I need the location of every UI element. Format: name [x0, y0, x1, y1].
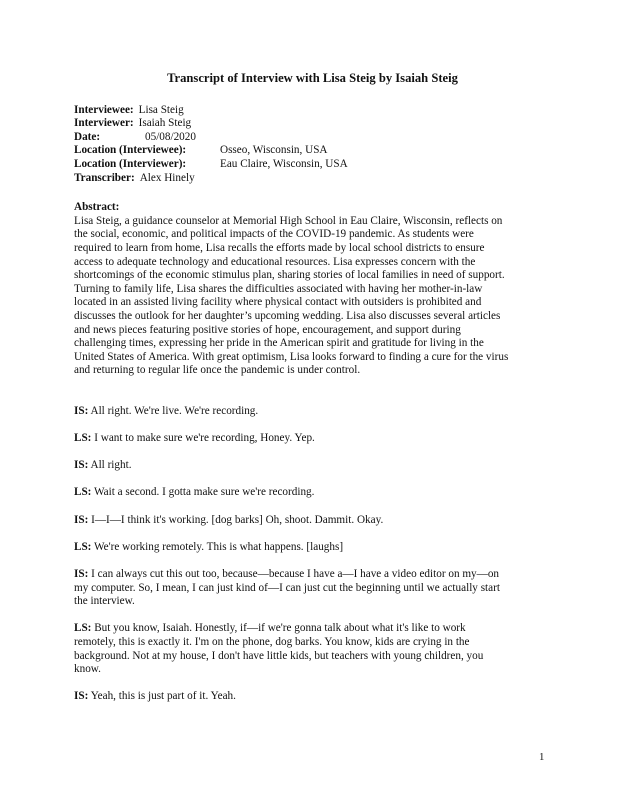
transcript-exchange [74, 459, 549, 473]
meta-value: 05/08/2020 [145, 130, 196, 143]
meta-label: Location (Interviewee): [74, 144, 187, 157]
page-number: 1 [539, 751, 545, 763]
transcript-exchange [74, 622, 549, 676]
transcript-exchange [74, 514, 549, 528]
document-title: Transcript of Interview with Lisa Steig by Isaiah Steig [167, 71, 458, 85]
utterance-line: remotely, this is exactly it. I'm on the phone, dog barks. You know, kids are crying in the [74, 635, 470, 648]
abstract-line: the social, economic, and political impacts of the COVID-19 pandemic. As students were [74, 228, 474, 241]
utterance-line: I want to make sure we're recording, Honey. Yep. [91, 432, 315, 445]
meta-label: Location (Interviewer): [74, 157, 187, 170]
utterance-line: All right. We're live. We're recording. [88, 404, 259, 417]
abstract-line: and returning to regular life once the pandemic is under control. [74, 364, 361, 377]
abstract-line: Turning to family life, Lisa shares the difficulties associated with having her mother-in-law [74, 282, 483, 295]
utterance-line: I can always cut this out too, because—because I have a—I have a video editor on my—on [88, 568, 500, 580]
meta-label: Interviewee: [74, 103, 134, 116]
speaker-label: LS: [74, 432, 92, 445]
utterance-line: We're working remotely. This is what happens. [laughs] [91, 540, 344, 553]
meta-label: Transcriber: [74, 171, 135, 184]
meta-label: Date: [74, 130, 101, 143]
abstract-line: challenging times, expressing her pride in the American spirit and gratitude for living in the [74, 337, 484, 350]
abstract-line: and news pieces featuring positive stories of hope, encouragement, and support during [74, 323, 461, 336]
meta-location-interviewer [74, 158, 549, 172]
meta-transcriber [74, 172, 549, 186]
transcript-exchange [74, 568, 549, 609]
meta-date [74, 131, 549, 145]
meta-value: Isaiah Steig [138, 117, 192, 130]
speaker-label: IS: [74, 459, 89, 472]
meta-value: Eau Claire, Wisconsin, USA [220, 157, 348, 170]
transcript-exchange [74, 541, 549, 555]
utterance-line: my computer. So, I mean, I can just kind of—I can just cut the beginning until we actually start [74, 581, 500, 594]
meta-value: Alex Hinely [139, 171, 195, 184]
abstract-line: discusses the outlook for her daughter’s upcoming wedding. Lisa also discusses several articles [74, 309, 501, 322]
utterance-line: I—I—I think it's working. [dog barks] Oh, shoot. Dammit. Okay. [88, 513, 384, 526]
abstract-line: United States of America. With great optimism, Lisa looks forward to finding a cure for the virus [74, 350, 509, 363]
utterance-line: background. Not at my house, I don't have little kids, but teachers with young children, you [74, 649, 484, 662]
meta-location-interviewee [74, 144, 549, 158]
meta-value: Lisa Steig [138, 103, 184, 116]
interview-metadata [74, 104, 549, 186]
transcript-exchange [74, 432, 549, 446]
transcript-exchange [74, 690, 549, 704]
meta-value: Osseo, Wisconsin, USA [220, 144, 328, 157]
transcript-page [74, 72, 549, 704]
speaker-label: IS: [74, 404, 89, 417]
abstract-line: access to adequate technology and educational resources. Lisa expresses concern with the [74, 255, 476, 268]
speaker-label: IS: [74, 690, 89, 703]
speaker-label: LS: [74, 622, 92, 635]
utterance-line: Yeah, this is just part of it. Yeah. [88, 690, 236, 703]
abstract-line: required to learn from home, Lisa recalls the efforts made by local school districts to ensure [74, 241, 485, 254]
abstract-line: shortcomings of the economic stimulus plan, sharing stories of local families in need of support. [74, 269, 505, 282]
utterance-line: the interview. [74, 595, 135, 608]
meta-interviewee [74, 104, 549, 118]
speaker-label: IS: [74, 513, 89, 526]
meta-label: Interviewer: [74, 117, 134, 130]
abstract-line: located in an assisted living facility where physical contact with outsiders is prohibited and [74, 296, 482, 309]
meta-interviewer [74, 117, 549, 131]
utterance-line: But you know, Isaiah. Honestly, if—if we're gonna talk about what it's like to work [91, 622, 466, 635]
speaker-label: IS: [74, 568, 89, 580]
utterance-line: know. [74, 663, 101, 676]
transcript-exchange [74, 486, 549, 500]
speaker-label: LS: [74, 540, 92, 553]
abstract-heading: Abstract: [74, 201, 120, 214]
abstract-text [74, 215, 549, 378]
utterance-line: All right. [88, 459, 132, 472]
abstract-line: Lisa Steig, a guidance counselor at Memorial High School in Eau Claire, Wisconsin, reflects on [74, 214, 503, 227]
speaker-label: LS: [74, 486, 92, 499]
transcript-exchange [74, 405, 549, 419]
utterance-line: Wait a second. I gotta make sure we're recording. [91, 486, 315, 499]
